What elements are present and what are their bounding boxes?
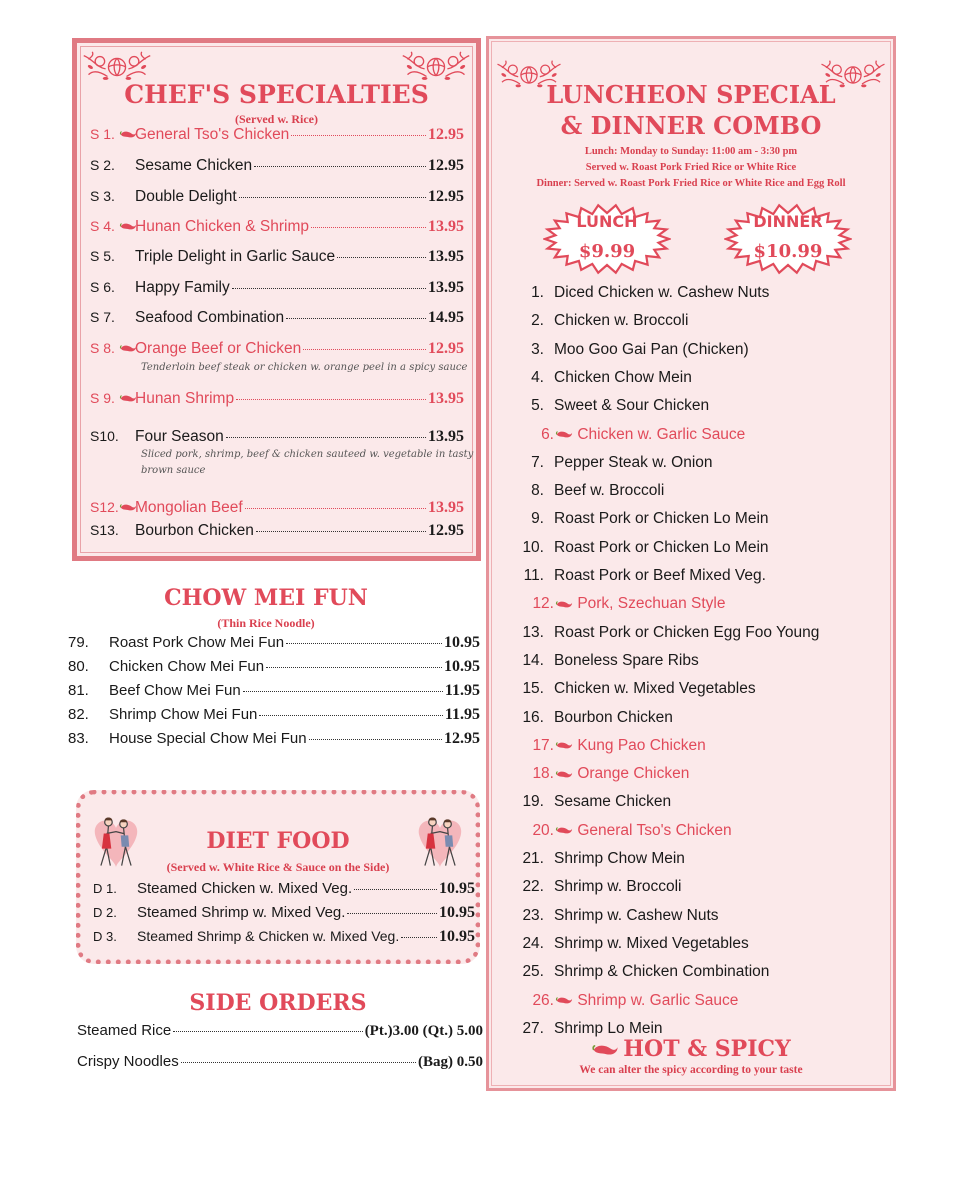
dot-leader — [256, 531, 426, 532]
item-number: S 3. — [90, 188, 115, 204]
item-number: S12. — [90, 499, 119, 515]
chili-pepper-icon — [591, 1043, 619, 1057]
side-rice-name: Steamed Rice — [77, 1022, 172, 1039]
item-name: Beef Chow Mei Fun — [109, 682, 241, 699]
chef-item-row — [90, 248, 464, 266]
item-number: 14. — [522, 651, 544, 669]
item-name: Orange Chicken — [577, 765, 690, 783]
combo-item-row — [510, 992, 738, 1010]
combo-item-row — [510, 595, 726, 613]
item-price: 13.95 — [428, 248, 464, 265]
item-name: Happy Family — [135, 279, 230, 296]
item-name: Double Delight — [135, 188, 237, 205]
item-number: 22. — [522, 878, 544, 896]
item-number: 25. — [522, 963, 544, 981]
combo-item-row — [510, 397, 709, 415]
chef-s10-description-line1: Sliced pork, shrimp, beef & chicken sauteed w. vegetable in tasty — [141, 449, 474, 460]
chef-item-row — [90, 126, 464, 144]
item-name: Steamed Shrimp & Chicken w. Mixed Veg. — [137, 928, 400, 944]
combo-item-row — [510, 539, 769, 557]
chef-title: CHEF'S SPECIALTIES — [124, 80, 429, 109]
item-number: 7. — [531, 453, 544, 471]
item-name: Pepper Steak w. Onion — [554, 453, 713, 471]
item-name: Bourbon Chicken — [554, 708, 673, 726]
dot-leader — [181, 1062, 416, 1063]
item-price: 14.95 — [428, 309, 464, 326]
item-number: 24. — [522, 934, 544, 952]
chef-item-row — [90, 157, 464, 175]
item-name: Hunan Chicken & Shrimp — [135, 218, 310, 235]
chili-pepper-icon — [555, 770, 573, 779]
dot-leader — [239, 197, 426, 198]
diet-item-row — [93, 880, 475, 898]
combo-item-row — [510, 850, 685, 868]
item-price: 13.95 — [428, 499, 464, 516]
item-price: 12.95 — [428, 522, 464, 539]
item-number: 11. — [523, 567, 544, 584]
item-name: Triple Delight in Garlic Sauce — [135, 248, 336, 265]
item-name: Steamed Chicken w. Mixed Veg. — [137, 880, 353, 897]
item-number: 9. — [531, 510, 544, 528]
item-price: 10.95 — [444, 634, 480, 651]
chef-s10-description-line2: brown sauce — [141, 465, 206, 476]
dot-leader — [173, 1031, 362, 1032]
item-number: 79. — [68, 634, 89, 651]
item-name: Boneless Spare Ribs — [554, 651, 699, 669]
chef-item-row — [90, 499, 464, 517]
dot-leader — [266, 667, 442, 668]
item-name: Diced Chicken w. Cashew Nuts — [554, 284, 770, 301]
combo-item-row — [510, 510, 769, 528]
item-number: D 1. — [93, 881, 117, 896]
chef-subtitle: (Served w. Rice) — [235, 112, 318, 126]
item-number: S 2. — [90, 157, 115, 173]
item-name: Seafood Combination — [135, 309, 285, 326]
combo-item-row — [510, 341, 749, 359]
item-name: House Special Chow Mei Fun — [109, 730, 307, 747]
item-name: Roast Pork or Chicken Lo Mein — [554, 538, 769, 556]
dot-leader — [401, 937, 437, 938]
item-name: Chicken w. Mixed Vegetables — [554, 680, 756, 698]
side-rice-price: (Pt.)3.00 (Qt.) 5.00 — [364, 1023, 483, 1039]
item-name: Sesame Chicken — [135, 157, 253, 174]
meifun-title: CHOW MEI FUN — [164, 585, 368, 611]
item-price: 10.95 — [444, 658, 480, 675]
combo-item-row — [510, 935, 749, 953]
item-number: 81. — [68, 682, 89, 699]
dot-leader — [354, 889, 437, 890]
dot-leader — [286, 643, 442, 644]
item-number: 15. — [522, 680, 544, 698]
item-number: 82. — [68, 706, 89, 723]
item-number: D 2. — [93, 905, 117, 920]
item-number: 3. — [531, 340, 544, 358]
diet-subtitle: (Served w. White Rice & Sauce on the Side) — [166, 860, 390, 874]
item-price: 13.95 — [428, 279, 464, 296]
item-name: Roast Pork or Chicken Egg Foo Young — [554, 623, 820, 641]
chef-item-row — [90, 522, 464, 540]
item-name: Roast Pork or Beef Mixed Veg. — [554, 567, 766, 584]
item-number: S 6. — [90, 279, 115, 295]
item-number: S 8. — [90, 340, 115, 356]
meifun-item-row — [68, 634, 480, 652]
item-name: General Tso's Chicken — [135, 126, 290, 143]
item-price: 12.95 — [428, 126, 464, 143]
item-name: Kung Pao Chicken — [577, 736, 706, 754]
lunch-price: $9.99 — [578, 241, 636, 262]
item-number: S 5. — [90, 248, 115, 264]
item-number: 23. — [522, 906, 544, 924]
item-price: 13.95 — [428, 390, 464, 407]
meifun-item-row — [68, 682, 480, 700]
meifun-subtitle: (Thin Rice Noodle) — [217, 616, 315, 630]
combo-item-row — [510, 454, 713, 472]
item-price: 10.95 — [439, 880, 475, 897]
combo-item-row — [510, 793, 671, 811]
combo-item-row — [510, 878, 681, 896]
chili-pepper-icon — [555, 826, 573, 835]
side-noodle-row — [77, 1053, 483, 1071]
chili-pepper-icon — [555, 430, 573, 439]
side-noodle-price: (Bag) 0.50 — [418, 1054, 483, 1070]
lunch-title-line2: & DINNER COMBO — [560, 111, 822, 140]
item-number: 16. — [522, 708, 544, 726]
item-number: 27. — [522, 1019, 544, 1037]
item-number: 26. — [532, 991, 554, 1009]
chef-s8-description: Tenderloin beef steak or chicken w. orange peel in a spicy sauce — [141, 362, 468, 373]
dot-leader — [243, 691, 443, 692]
dot-leader — [286, 318, 426, 319]
item-number: 4. — [531, 368, 544, 386]
item-name: Sweet & Sour Chicken — [554, 397, 710, 415]
item-name: Beef w. Broccoli — [554, 482, 665, 500]
diet-title: DIET FOOD — [206, 828, 350, 854]
item-name: Sesame Chicken — [554, 793, 672, 811]
item-name: Chicken w. Garlic Sauce — [577, 425, 746, 443]
item-number: 8. — [531, 482, 544, 500]
luncheon-panel — [486, 36, 896, 1091]
item-number: 10. — [522, 538, 544, 556]
chef-item-row — [90, 218, 464, 236]
item-number: S 9. — [90, 390, 115, 406]
hot-spicy-note: We can alter the spicy according to your taste — [579, 1064, 803, 1076]
item-name: Chicken Chow Mei Fun — [109, 658, 265, 675]
combo-item-row — [510, 680, 756, 698]
item-name: Shrimp w. Cashew Nuts — [554, 906, 719, 924]
dot-leader — [291, 135, 426, 136]
item-number: 80. — [68, 658, 89, 675]
item-number: S13. — [90, 522, 119, 538]
meifun-item-row — [68, 658, 480, 676]
lunch-info-line3: Dinner: Served w. Roast Pork Fried Rice or White Rice and Egg Roll — [536, 178, 846, 189]
item-price: 12.95 — [428, 340, 464, 357]
item-name: Four Season — [135, 428, 224, 445]
item-number: S 4. — [90, 218, 115, 234]
item-name: Shrimp Lo Mein — [554, 1019, 663, 1037]
dot-leader — [226, 437, 426, 438]
item-number: S10. — [90, 428, 119, 444]
lunch-info-line1: Lunch: Monday to Sunday: 11:00 am - 3:30 pm — [584, 146, 798, 157]
item-name: Roast Pork Chow Mei Fun — [109, 634, 285, 651]
lunch-title-line1: LUNCHEON SPECIAL — [546, 80, 836, 109]
chili-pepper-icon — [555, 600, 573, 609]
item-number: 19. — [522, 793, 544, 811]
dot-leader — [232, 288, 426, 289]
combo-item-row — [510, 284, 769, 302]
item-number: D 3. — [93, 929, 117, 944]
item-name: Orange Beef or Chicken — [135, 340, 302, 357]
dot-leader — [347, 913, 437, 914]
dot-leader — [236, 399, 426, 400]
item-name: Moo Goo Gai Pan (Chicken) — [554, 340, 749, 358]
item-name: General Tso's Chicken — [577, 821, 732, 839]
chili-pepper-icon — [555, 741, 573, 750]
lunch-info-line2: Served w. Roast Pork Fried Rice or White Rice — [585, 162, 797, 173]
side-noodle-name: Crispy Noodles — [77, 1053, 179, 1070]
item-name: Hunan Shrimp — [135, 390, 235, 407]
item-name: Roast Pork or Chicken Lo Mein — [554, 510, 769, 528]
combo-item-row — [510, 963, 769, 981]
item-name: Shrimp Chow Mein — [554, 850, 685, 867]
dot-leader — [303, 349, 426, 350]
combo-item-row — [510, 312, 688, 330]
dot-leader — [309, 739, 442, 740]
combo-item-row — [510, 652, 699, 670]
chef-item-row — [90, 340, 464, 358]
chili-pepper-icon — [555, 996, 573, 1005]
diet-item-row — [93, 904, 475, 922]
combo-item-row — [510, 907, 719, 925]
item-number: 2. — [531, 312, 544, 330]
item-name: Pork, Szechuan Style — [577, 595, 726, 613]
item-price: 13.95 — [428, 218, 464, 235]
hot-spicy-title — [490, 1036, 892, 1062]
item-number: 20. — [532, 821, 554, 839]
combo-item-row — [510, 482, 664, 500]
item-price: 12.95 — [444, 730, 480, 747]
combo-item-row — [510, 426, 745, 444]
item-name: Chicken Chow Mein — [554, 368, 692, 386]
item-price: 11.95 — [444, 706, 480, 723]
meifun-item-row — [68, 706, 480, 724]
combo-item-row — [510, 737, 706, 755]
item-name: Bourbon Chicken — [135, 522, 254, 539]
item-price: 10.95 — [439, 928, 475, 945]
item-name: Mongolian Beef — [135, 499, 243, 516]
hot-spicy-text: HOT & SPICY — [623, 1036, 791, 1062]
item-number: 21. — [522, 850, 544, 867]
side-orders-title: SIDE ORDERS — [189, 990, 367, 1016]
combo-item-row — [510, 765, 689, 783]
dinner-price: $10.99 — [753, 241, 823, 262]
item-name: Shrimp Chow Mei Fun — [109, 706, 258, 723]
meifun-item-row — [68, 730, 480, 748]
combo-item-row — [510, 822, 732, 840]
dot-leader — [337, 257, 426, 258]
item-price: 13.95 — [428, 428, 464, 445]
item-number: 13. — [522, 623, 544, 641]
item-name: Chicken w. Broccoli — [554, 312, 689, 330]
item-number: 18. — [532, 765, 554, 783]
item-name: Shrimp w. Garlic Sauce — [577, 991, 739, 1009]
chef-item-row — [90, 428, 464, 446]
item-number: 12. — [532, 595, 554, 613]
side-rice-row — [77, 1022, 483, 1040]
item-price: 12.95 — [428, 188, 464, 205]
item-number: 1. — [531, 284, 544, 301]
chef-item-row — [90, 390, 464, 408]
item-price: 11.95 — [444, 682, 480, 699]
item-price: 10.95 — [439, 904, 475, 921]
lunch-panel-inner-border — [491, 41, 891, 1086]
item-name: Shrimp & Chicken Combination — [554, 963, 770, 981]
item-name: Shrimp w. Mixed Vegetables — [554, 934, 749, 952]
item-number: 6. — [541, 425, 554, 443]
item-price: 12.95 — [428, 157, 464, 174]
chef-item-row — [90, 279, 464, 297]
item-number: 17. — [532, 736, 554, 754]
chef-item-row — [90, 188, 464, 206]
item-name: Steamed Shrimp w. Mixed Veg. — [137, 904, 346, 921]
item-number: 5. — [531, 397, 544, 415]
diet-item-row — [93, 928, 475, 946]
dinner-label: DINNER — [753, 212, 823, 231]
item-number: S 1. — [90, 126, 115, 142]
combo-item-row — [510, 709, 673, 727]
dot-leader — [311, 227, 426, 228]
combo-item-row — [510, 369, 692, 387]
item-name: Shrimp w. Broccoli — [554, 878, 682, 896]
dot-leader — [254, 166, 426, 167]
dot-leader — [259, 715, 442, 716]
chef-item-row — [90, 309, 464, 327]
item-number: S 7. — [90, 309, 115, 325]
combo-item-row — [510, 567, 766, 585]
combo-item-row — [510, 624, 819, 642]
item-number: 83. — [68, 730, 89, 747]
lunch-label: LUNCH — [576, 212, 638, 231]
dot-leader — [245, 508, 426, 509]
